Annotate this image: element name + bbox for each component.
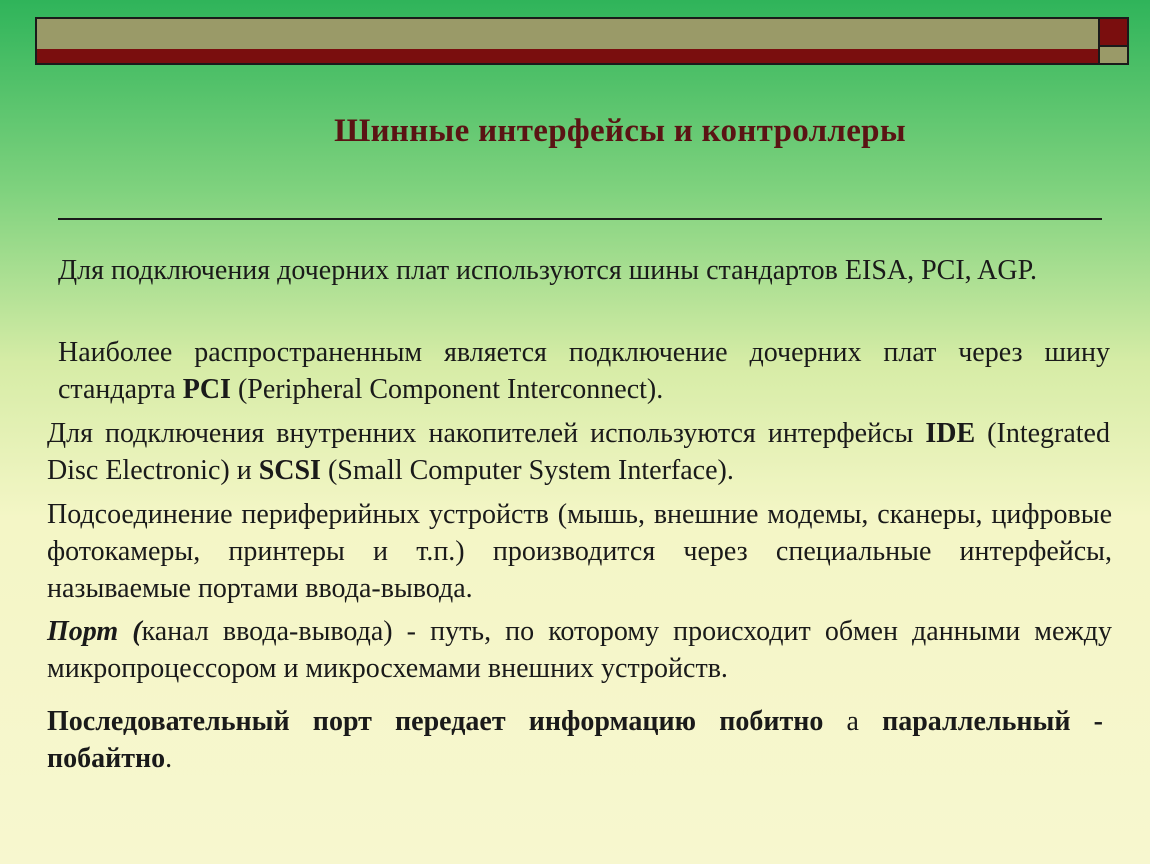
paragraph-serial-parallel — [47, 703, 1103, 777]
parallel-port-text: параллельный - побайтно — [47, 706, 1103, 774]
p2-text-a: Наиболее распространенным является подключение дочерних плат через шину стандарта — [58, 337, 1110, 405]
header-decor-bar — [35, 17, 1101, 65]
p6-period: . — [165, 743, 173, 774]
slide-title: Шинные интерфейсы и контроллеры — [334, 113, 906, 149]
p3-text-c: (Small Computer System Interface). — [320, 455, 734, 486]
header-olive-stripe — [37, 19, 1099, 51]
scsi-term: SCSI — [258, 455, 321, 486]
paragraph-buses: Для подключения дочерних плат используются шины стандартов EISA, PCI, AGP. — [58, 255, 1038, 286]
corner-square-maroon — [1098, 17, 1129, 47]
ide-term: IDE — [925, 418, 976, 449]
paragraph-port-definition — [47, 613, 1112, 687]
paragraph-storage-interfaces — [47, 415, 1110, 489]
p2-text-b: (Peripheral Component Interconnect). — [230, 374, 664, 405]
serial-port-text: Последовательный порт передает информацию побитно — [47, 706, 824, 737]
p5-text: канал ввода-вывода) - путь, по которому происходит обмен данными между микропроцессором и микросхемами внешних устройств. — [47, 616, 1113, 684]
title-divider — [58, 218, 1102, 220]
p6-conjunction: а — [823, 706, 883, 737]
port-term: Порт ( — [47, 616, 142, 647]
paragraph-peripherals: Подсоединение периферийных устройств (мышь, внешние модемы, сканеры, цифровые фотокамеры, принтеры и т.п.) производится через специальные интерфейсы, называемые портами ввода-вывода. — [47, 499, 1112, 604]
p3-text-a: Для подключения внутренних накопителей используются интерфейсы — [47, 418, 926, 449]
paragraph-pci — [58, 334, 1110, 408]
header-maroon-stripe — [37, 49, 1099, 63]
p3-text-b: (Integrated Disc Electronic) и — [47, 418, 1110, 486]
corner-square-olive — [1098, 45, 1129, 65]
pci-term: PCI — [182, 374, 231, 405]
